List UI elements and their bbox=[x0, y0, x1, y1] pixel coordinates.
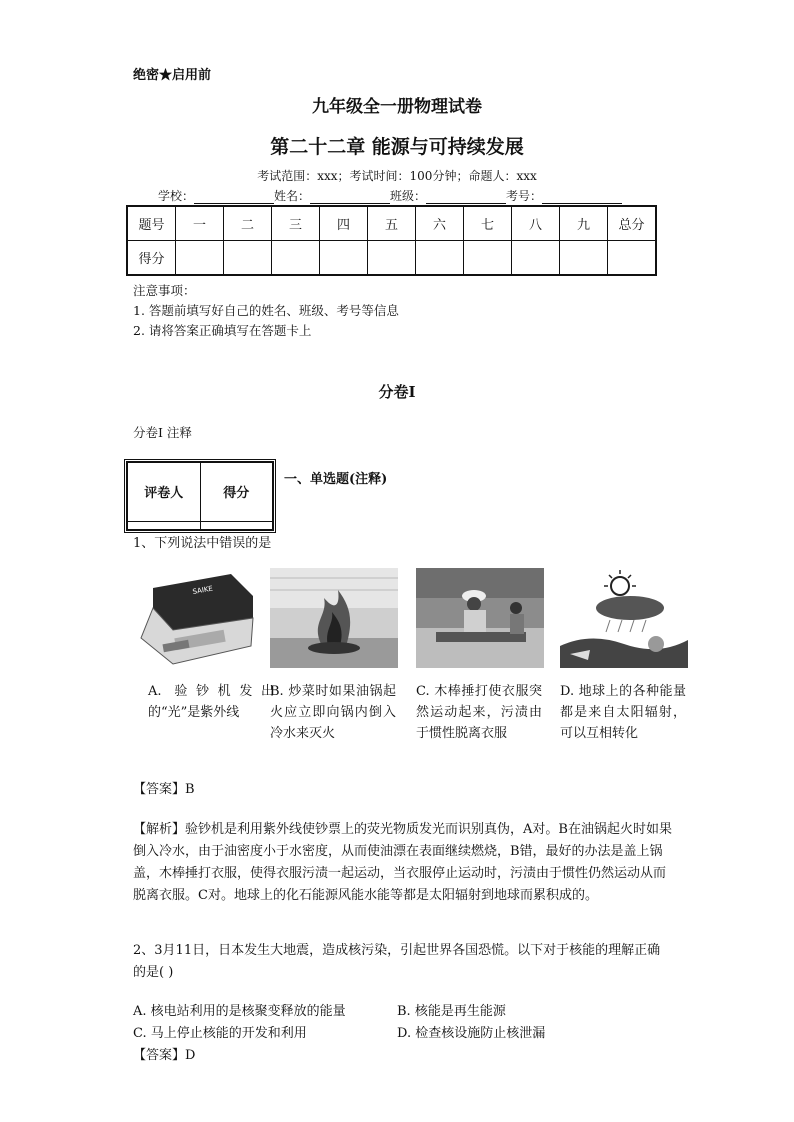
question-1-option-b: B. 炒菜时如果油锅起火应立即向锅内倒入冷水来灭火 bbox=[270, 684, 396, 741]
note-item: 1. 答题前填写好自己的姓名、班级、考号等信息 bbox=[133, 303, 399, 318]
question-1-stem: 1、下列说法中错误的是 bbox=[133, 536, 272, 551]
score-cell[interactable] bbox=[272, 241, 320, 276]
notes-title: 注意事项： bbox=[133, 283, 196, 298]
school-label: 学校： bbox=[158, 189, 195, 203]
score-header-row bbox=[127, 206, 656, 241]
score-header-cell: 五 bbox=[368, 206, 416, 241]
question-1-explanation: 【解析】验钞机是利用紫外线使钞票上的荧光物质发光而识别真伪，A对。B在油锅起火时如果倒入冷水，由于油密度小于水密度，从而使油漂在表面继续燃烧，B错，最好的办法是盖上锅盖，木棒捶打衣服，使得衣服污渍一起运动，当衣服停止运动时，污渍由于惯性仍然运动从而脱离衣服。C对。地球上的化石能源风能水能等都是太阳辐射到地球而累积成的。 bbox=[133, 822, 672, 903]
score-cell[interactable] bbox=[416, 241, 464, 276]
question-2-options bbox=[133, 1001, 545, 1045]
class-label: 班级： bbox=[390, 189, 427, 203]
chapter-title: 第二十二章 能源与可持续发展 bbox=[270, 136, 524, 158]
question-2-stem: 2、3月11日，日本发生大地震，造成核污染，引起世界各国恐慌。以下对于核能的理解正确的是( ) bbox=[133, 943, 661, 980]
banknote-detector-image bbox=[133, 568, 261, 668]
confidential-mark: 绝密★启用前 bbox=[133, 68, 212, 83]
score-header-cell: 总分 bbox=[608, 206, 657, 241]
student-info-line bbox=[158, 187, 622, 204]
note-item: 2. 请将答案正确填写在答题卡上 bbox=[133, 323, 312, 338]
section-title: 分卷I bbox=[378, 383, 416, 401]
notes-block bbox=[133, 281, 399, 341]
pan-fire-image bbox=[270, 568, 398, 668]
score-header-cell: 题号 bbox=[127, 206, 176, 241]
name-label: 姓名： bbox=[274, 189, 311, 203]
question-1-option-d: D. 地球上的各种能量都是来自太阳辐射，可以互相转化 bbox=[560, 684, 686, 741]
name-field[interactable] bbox=[310, 190, 390, 204]
grader-score-label: 得分 bbox=[200, 463, 273, 522]
score-header-cell: 一 bbox=[176, 206, 224, 241]
score-cell[interactable] bbox=[608, 241, 657, 276]
section-note: 分卷I 注释 bbox=[133, 425, 192, 440]
exam-title: 九年级全一册物理试卷 bbox=[312, 97, 482, 117]
number-field[interactable] bbox=[542, 190, 622, 204]
score-row-label: 得分 bbox=[127, 241, 176, 276]
question-2-option-a: A. 核电站利用的是核聚变释放的能量 bbox=[133, 1004, 346, 1019]
score-cell[interactable] bbox=[176, 241, 224, 276]
score-cell[interactable] bbox=[560, 241, 608, 276]
score-cell[interactable] bbox=[368, 241, 416, 276]
score-cell[interactable] bbox=[224, 241, 272, 276]
svg-text:SAIKE: SAIKE bbox=[191, 584, 214, 596]
score-cell[interactable] bbox=[464, 241, 512, 276]
question-1-option-a: A. 验钞机发出的“光”是紫外线 bbox=[148, 684, 274, 720]
score-value-row bbox=[127, 241, 656, 276]
grader-name-cell[interactable] bbox=[128, 521, 201, 529]
question-2-option-b: B. 核能是再生能源 bbox=[397, 1004, 506, 1019]
part-title: 一、单选题(注释) bbox=[284, 472, 388, 487]
score-cell[interactable] bbox=[512, 241, 560, 276]
score-header-cell: 四 bbox=[320, 206, 368, 241]
number-label: 考号： bbox=[506, 189, 543, 203]
class-field[interactable] bbox=[426, 190, 506, 204]
score-header-cell: 二 bbox=[224, 206, 272, 241]
grader-label: 评卷人 bbox=[128, 463, 201, 522]
question-2-option-c: C. 马上停止核能的开发和利用 bbox=[133, 1026, 307, 1041]
score-cell[interactable] bbox=[320, 241, 368, 276]
laundry-beating-image bbox=[416, 568, 544, 668]
sun-energy-image bbox=[560, 568, 688, 668]
question-2-answer: 【答案】D bbox=[133, 1048, 196, 1063]
score-header-cell: 八 bbox=[512, 206, 560, 241]
score-header-cell: 六 bbox=[416, 206, 464, 241]
question-1-option-c: C. 木棒捶打使衣服突然运动起来，污渍由于惯性脱离衣服 bbox=[416, 684, 542, 741]
score-header-cell: 九 bbox=[560, 206, 608, 241]
question-1-answer: 【答案】B bbox=[133, 782, 195, 797]
exam-info: 考试范围：xxx；考试时间：100分钟；命题人：xxx bbox=[257, 169, 537, 183]
grader-box bbox=[124, 459, 276, 533]
score-header-cell: 七 bbox=[464, 206, 512, 241]
score-table bbox=[126, 205, 657, 276]
score-header-cell: 三 bbox=[272, 206, 320, 241]
school-field[interactable] bbox=[194, 190, 274, 204]
grader-score-cell[interactable] bbox=[200, 521, 273, 529]
question-2-option-d: D. 检查核设施防止核泄漏 bbox=[397, 1026, 546, 1041]
